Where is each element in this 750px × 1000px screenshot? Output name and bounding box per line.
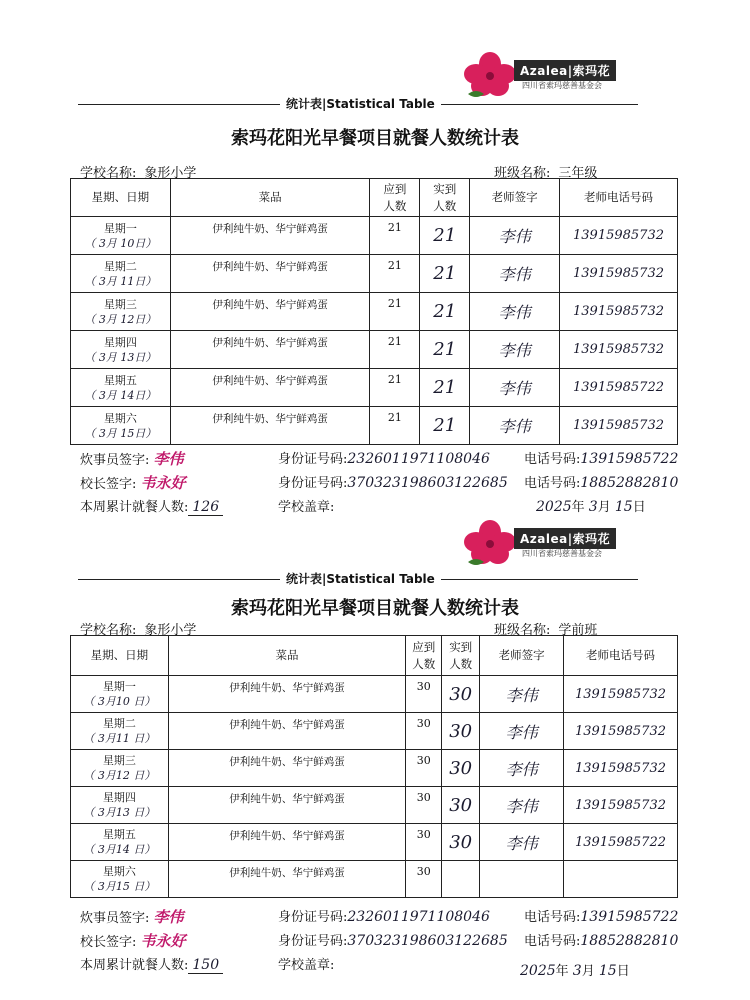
teacher-phone-cell — [564, 861, 678, 898]
teacher-phone-cell: 13915985722 — [564, 824, 678, 861]
table-row — [71, 407, 678, 445]
azalea-logo — [462, 518, 622, 568]
date-day: 15 — [614, 499, 633, 515]
table-row — [71, 824, 678, 861]
weekday: 星期一 — [103, 221, 137, 235]
teacher-phone-cell: 13915985732 — [560, 217, 678, 255]
weekday: 星期五 — [102, 828, 136, 841]
weekday: 星期三 — [103, 297, 137, 311]
required-count-cell: 21 — [370, 293, 420, 331]
required-count-cell: 30 — [406, 787, 442, 824]
day-date-cell — [71, 787, 169, 824]
teacher-phone-cell: 13915985732 — [560, 407, 678, 445]
principal-phone-value: 18852882810 — [580, 475, 679, 491]
attendance-table — [70, 178, 678, 445]
weekly-total-value: 126 — [188, 499, 223, 516]
teacher-signature-cell: 李伟 — [480, 713, 564, 750]
col-header-phone: 老师电话号码 — [564, 636, 678, 676]
principal-phone-label: 电话号码: — [524, 934, 581, 949]
day-date-cell — [71, 824, 169, 861]
date: （ 3月13 日） — [83, 806, 156, 819]
weekday: 星期五 — [103, 373, 137, 387]
brand-label: Azalea|索玛花 — [514, 60, 616, 81]
table-row — [71, 750, 678, 787]
menu-cell: 伊利纯牛奶、华宁鲜鸡蛋 — [168, 824, 405, 861]
actual-count-cell — [442, 861, 480, 898]
col-header-actual: 实到 人数 — [420, 179, 470, 217]
day-date-cell — [71, 255, 171, 293]
cook-label: 炊事员签字: — [80, 453, 150, 468]
day-date-cell — [71, 750, 169, 787]
teacher-phone-cell: 13915985732 — [560, 293, 678, 331]
principal-signature-line — [80, 472, 186, 493]
date-year: 2025 — [520, 963, 556, 979]
required-count-cell: 21 — [370, 331, 420, 369]
required-count-cell: 30 — [406, 750, 442, 787]
teacher-phone-cell: 13915985732 — [564, 750, 678, 787]
menu-cell: 伊利纯牛奶、华宁鲜鸡蛋 — [170, 217, 370, 255]
principal-signature: 韦永好 — [140, 474, 186, 492]
menu-cell: 伊利纯牛奶、华宁鲜鸡蛋 — [168, 750, 405, 787]
day-date-cell — [71, 293, 171, 331]
school-name: 象形小学 — [144, 623, 197, 638]
principal-phone-label: 电话号码: — [524, 476, 581, 491]
cook-id-value: 2326011971108046 — [347, 909, 490, 925]
teacher-signature-cell — [480, 861, 564, 898]
table-row — [71, 713, 678, 750]
cook-id-label: 身份证号码: — [278, 452, 348, 467]
teacher-phone-cell: 13915985732 — [564, 676, 678, 713]
azalea-flower-icon — [462, 518, 518, 568]
actual-count-cell: 30 — [442, 787, 480, 824]
school-label: 学校名称: — [80, 623, 137, 638]
cook-id-value: 2326011971108046 — [347, 451, 490, 467]
day-date-cell — [71, 407, 171, 445]
school-seal-line — [278, 954, 334, 973]
principal-id-label: 身份证号码: — [278, 476, 348, 491]
weekday: 星期三 — [102, 754, 136, 767]
year-char: 年 — [555, 964, 569, 979]
sign-date — [520, 960, 630, 979]
teacher-phone-cell: 13915985732 — [564, 787, 678, 824]
teacher-signature-cell: 李伟 — [470, 255, 560, 293]
brand-label: Azalea|索玛花 — [514, 528, 616, 549]
menu-cell: 伊利纯牛奶、华宁鲜鸡蛋 — [170, 369, 370, 407]
col-header-signature: 老师签字 — [480, 636, 564, 676]
required-count-cell: 30 — [406, 713, 442, 750]
school-seal-label: 学校盖章: — [278, 500, 335, 515]
teacher-signature-cell: 李伟 — [470, 407, 560, 445]
required-count-cell: 21 — [370, 217, 420, 255]
required-count-cell: 21 — [370, 255, 420, 293]
statistical-table-label: 统计表|Statistical Table — [280, 570, 441, 587]
required-count-cell: 21 — [370, 407, 420, 445]
day-date-cell — [71, 331, 171, 369]
day-date-cell — [71, 713, 169, 750]
actual-count-cell: 21 — [420, 255, 470, 293]
day-date-cell — [71, 861, 169, 898]
teacher-signature-cell: 李伟 — [470, 217, 560, 255]
weekly-total-line — [80, 954, 223, 973]
cook-signature: 李伟 — [153, 908, 184, 926]
col-header-day: 星期、日期 — [71, 179, 171, 217]
actual-count-cell: 21 — [420, 407, 470, 445]
school-seal-label: 学校盖章: — [278, 958, 335, 973]
date-month: 3 — [588, 499, 598, 515]
table-row — [71, 787, 678, 824]
table-row — [71, 369, 678, 407]
teacher-signature-cell: 李伟 — [480, 824, 564, 861]
principal-id-value: 370323198603122685 — [347, 933, 508, 949]
day-date-cell — [71, 369, 171, 407]
sign-date — [536, 496, 646, 515]
col-header-phone: 老师电话号码 — [560, 179, 678, 217]
weekly-total-value: 150 — [188, 957, 223, 974]
weekly-total-line — [80, 496, 223, 515]
class-name: 学前班 — [558, 623, 598, 638]
col-header-menu: 菜品 — [168, 636, 405, 676]
date-day: 15 — [598, 963, 617, 979]
menu-cell: 伊利纯牛奶、华宁鲜鸡蛋 — [168, 713, 405, 750]
principal-signature: 韦永好 — [140, 932, 186, 950]
class-label: 班级名称: — [494, 166, 551, 181]
weekday: 星期一 — [102, 680, 136, 693]
table-row — [71, 293, 678, 331]
cook-phone-label: 电话号码: — [524, 452, 581, 467]
weekly-total-label: 本周累计就餐人数: — [80, 958, 189, 973]
school-label: 学校名称: — [80, 166, 137, 181]
date: （ 3月 10日） — [84, 236, 157, 250]
actual-count-cell: 21 — [420, 217, 470, 255]
actual-count-cell: 30 — [442, 750, 480, 787]
foundation-name: 四川省索玛慈善基金会 — [522, 549, 602, 558]
menu-cell: 伊利纯牛奶、华宁鲜鸡蛋 — [168, 676, 405, 713]
required-count-cell: 21 — [370, 369, 420, 407]
day-date-cell — [71, 217, 171, 255]
menu-cell: 伊利纯牛奶、华宁鲜鸡蛋 — [170, 331, 370, 369]
cook-signature-line — [80, 448, 184, 469]
cook-signature: 李伟 — [153, 450, 184, 468]
principal-id-label: 身份证号码: — [278, 934, 348, 949]
teacher-signature-cell: 李伟 — [470, 331, 560, 369]
principal-id-line — [278, 472, 508, 491]
teacher-signature-cell: 李伟 — [480, 676, 564, 713]
date: （ 3月10 日） — [83, 695, 156, 708]
table-header-row — [71, 179, 678, 217]
date: （ 3月 12日） — [84, 312, 157, 326]
actual-count-cell: 21 — [420, 331, 470, 369]
cook-id-label: 身份证号码: — [278, 910, 348, 925]
principal-phone-line — [524, 472, 678, 491]
col-header-required: 应到 人数 — [406, 636, 442, 676]
weekday: 星期四 — [102, 791, 136, 804]
date-year: 2025 — [536, 499, 572, 515]
cook-phone-value: 13915985722 — [580, 909, 679, 925]
teacher-phone-cell: 13915985732 — [564, 713, 678, 750]
teacher-signature-cell: 李伟 — [470, 369, 560, 407]
actual-count-cell: 21 — [420, 369, 470, 407]
table-row — [71, 217, 678, 255]
cook-phone-label: 电话号码: — [524, 910, 581, 925]
col-header-actual: 实到 人数 — [442, 636, 480, 676]
actual-count-cell: 30 — [442, 713, 480, 750]
teacher-signature-cell: 李伟 — [480, 787, 564, 824]
teacher-signature-cell: 李伟 — [470, 293, 560, 331]
col-header-required: 应到 人数 — [370, 179, 420, 217]
date: （ 3月 14日） — [84, 388, 157, 402]
cook-signature-line — [80, 906, 184, 927]
weekday: 星期二 — [103, 259, 137, 273]
principal-phone-line — [524, 930, 678, 949]
school-name: 象形小学 — [144, 166, 197, 181]
month-char: 月 — [581, 964, 595, 979]
menu-cell: 伊利纯牛奶、华宁鲜鸡蛋 — [168, 861, 405, 898]
date: （ 3月12 日） — [83, 769, 156, 782]
teacher-phone-cell: 13915985732 — [560, 255, 678, 293]
weekly-total-label: 本周累计就餐人数: — [80, 500, 189, 515]
school-seal-line — [278, 496, 334, 515]
teacher-signature-cell: 李伟 — [480, 750, 564, 787]
cook-label: 炊事员签字: — [80, 911, 150, 926]
cook-id-line — [278, 906, 490, 925]
date: （ 3月 11日） — [84, 274, 157, 288]
day-char: 日 — [616, 964, 630, 979]
menu-cell: 伊利纯牛奶、华宁鲜鸡蛋 — [170, 255, 370, 293]
azalea-flower-icon — [462, 50, 518, 100]
date: （ 3月14 日） — [83, 843, 156, 856]
table-row — [71, 255, 678, 293]
day-date-cell — [71, 676, 169, 713]
date: （ 3月15 日） — [83, 880, 156, 893]
col-header-menu: 菜品 — [170, 179, 370, 217]
menu-cell: 伊利纯牛奶、华宁鲜鸡蛋 — [170, 293, 370, 331]
teacher-phone-cell: 13915985722 — [560, 369, 678, 407]
cook-id-line — [278, 448, 490, 467]
azalea-logo — [462, 50, 622, 100]
foundation-name: 四川省索玛慈善基金会 — [522, 81, 602, 90]
principal-phone-value: 18852882810 — [580, 933, 679, 949]
principal-id-value: 370323198603122685 — [347, 475, 508, 491]
menu-cell: 伊利纯牛奶、华宁鲜鸡蛋 — [168, 787, 405, 824]
cook-phone-line — [524, 448, 678, 467]
required-count-cell: 30 — [406, 861, 442, 898]
weekday: 星期四 — [103, 335, 137, 349]
cook-phone-line — [524, 906, 678, 925]
actual-count-cell: 30 — [442, 824, 480, 861]
table-row — [71, 676, 678, 713]
weekday: 星期六 — [103, 411, 137, 425]
month-char: 月 — [597, 500, 611, 515]
class-name: 三年级 — [558, 166, 598, 181]
cook-phone-value: 13915985722 — [580, 451, 679, 467]
date: （ 3月11 日） — [83, 732, 156, 745]
principal-signature-line — [80, 930, 186, 951]
page-title: 索玛花阳光早餐项目就餐人数统计表 — [231, 128, 519, 149]
teacher-phone-cell: 13915985732 — [560, 331, 678, 369]
date: （ 3月 13日） — [84, 350, 157, 364]
menu-cell: 伊利纯牛奶、华宁鲜鸡蛋 — [170, 407, 370, 445]
attendance-table — [70, 635, 678, 898]
principal-id-line — [278, 930, 508, 949]
class-label: 班级名称: — [494, 623, 551, 638]
required-count-cell: 30 — [406, 824, 442, 861]
table-row — [71, 331, 678, 369]
actual-count-cell: 21 — [420, 293, 470, 331]
col-header-day: 星期、日期 — [71, 636, 169, 676]
table-header-row — [71, 636, 678, 676]
statistical-table-label: 统计表|Statistical Table — [280, 95, 441, 112]
principal-label: 校长签字: — [80, 935, 137, 950]
table-row — [71, 861, 678, 898]
date-month: 3 — [572, 963, 582, 979]
page-title: 索玛花阳光早餐项目就餐人数统计表 — [231, 598, 519, 619]
weekday: 星期六 — [102, 865, 136, 878]
date: （ 3月 15日） — [84, 426, 157, 440]
col-header-signature: 老师签字 — [470, 179, 560, 217]
day-char: 日 — [632, 500, 646, 515]
required-count-cell: 30 — [406, 676, 442, 713]
weekday: 星期二 — [102, 717, 136, 730]
year-char: 年 — [571, 500, 585, 515]
actual-count-cell: 30 — [442, 676, 480, 713]
principal-label: 校长签字: — [80, 477, 137, 492]
